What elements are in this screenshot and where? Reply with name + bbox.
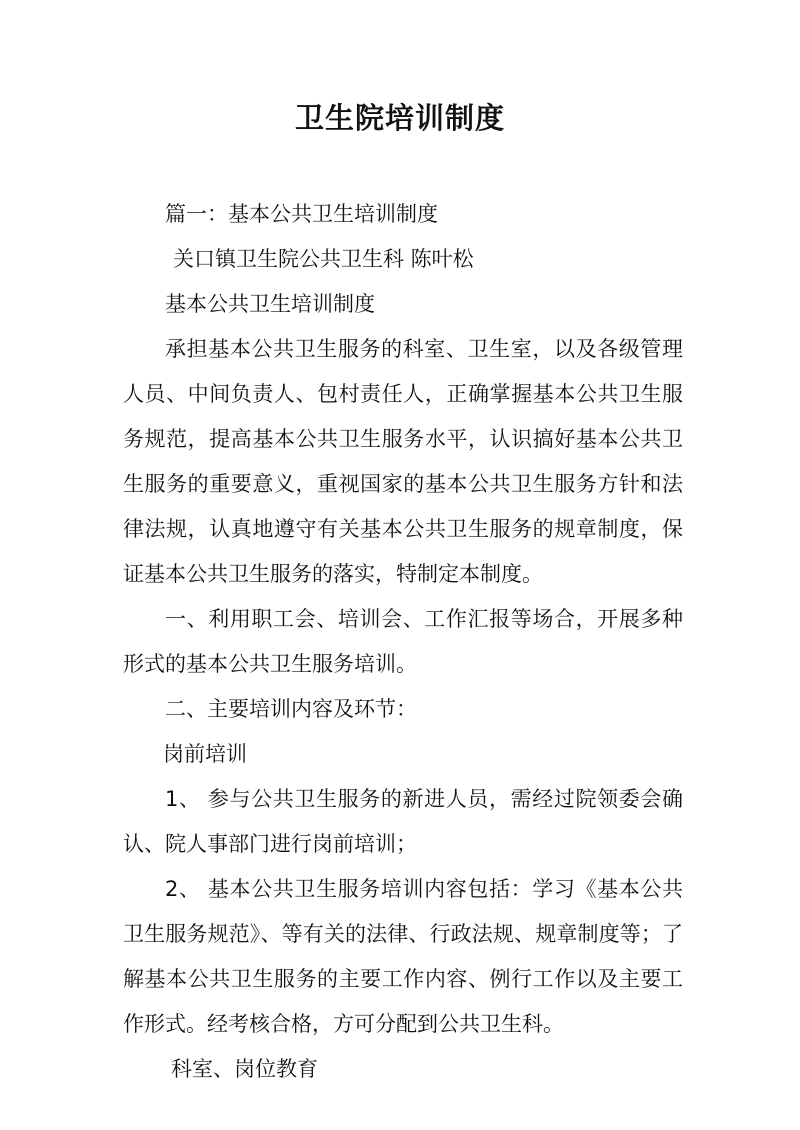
- paragraph-intro: 承担基本公共卫生服务的科室、卫生室，以及各级管理人员、中间负责人、包村责任人，正确掌握基本公共卫生服务规范，提高基本公共卫生服务水平，认识搞好基本公共卫生服务的重要意义，重视国家的基本公共卫生服务方针和法律法规，认真地遵守有关基本公共卫生服务的规章制度，保证基本公共卫生服务的落实，特制定本制度。: [123, 337, 683, 586]
- paragraph-point-1: 1、 参与公共卫生服务的新进人员，需经过院领委会确认、院人事部门进行岗前培训；: [123, 787, 683, 856]
- paragraph-item-two: 二、主要培训内容及环节：: [165, 697, 417, 721]
- paragraph-section-heading: 篇一：基本公共卫生培训制度: [165, 202, 438, 226]
- paragraph-subtitle: 基本公共卫生培训制度: [165, 292, 375, 316]
- paragraph-author-line: 关口镇卫生院公共卫生科 陈叶松: [173, 247, 474, 271]
- paragraph-pre-job-training: 岗前培训: [163, 742, 247, 766]
- paragraph-dept-education: 科室、岗位教育: [171, 1057, 318, 1081]
- paragraph-point-2: 2、 基本公共卫生服务培训内容包括：学习《基本公共卫生服务规范》、等有关的法律、行政法规、规章制度等；了解基本公共卫生服务的主要工作内容、例行工作以及主要工作形式。经考核合格，方可分配到公共卫生科。: [123, 877, 683, 1036]
- document-title: 卫生院培训制度: [294, 101, 505, 135]
- document-body: [123, 192, 683, 1092]
- paragraph-item-one: 一、利用职工会、培训会、工作汇报等场合，开展多种形式的基本公共卫生服务培训。: [123, 607, 683, 676]
